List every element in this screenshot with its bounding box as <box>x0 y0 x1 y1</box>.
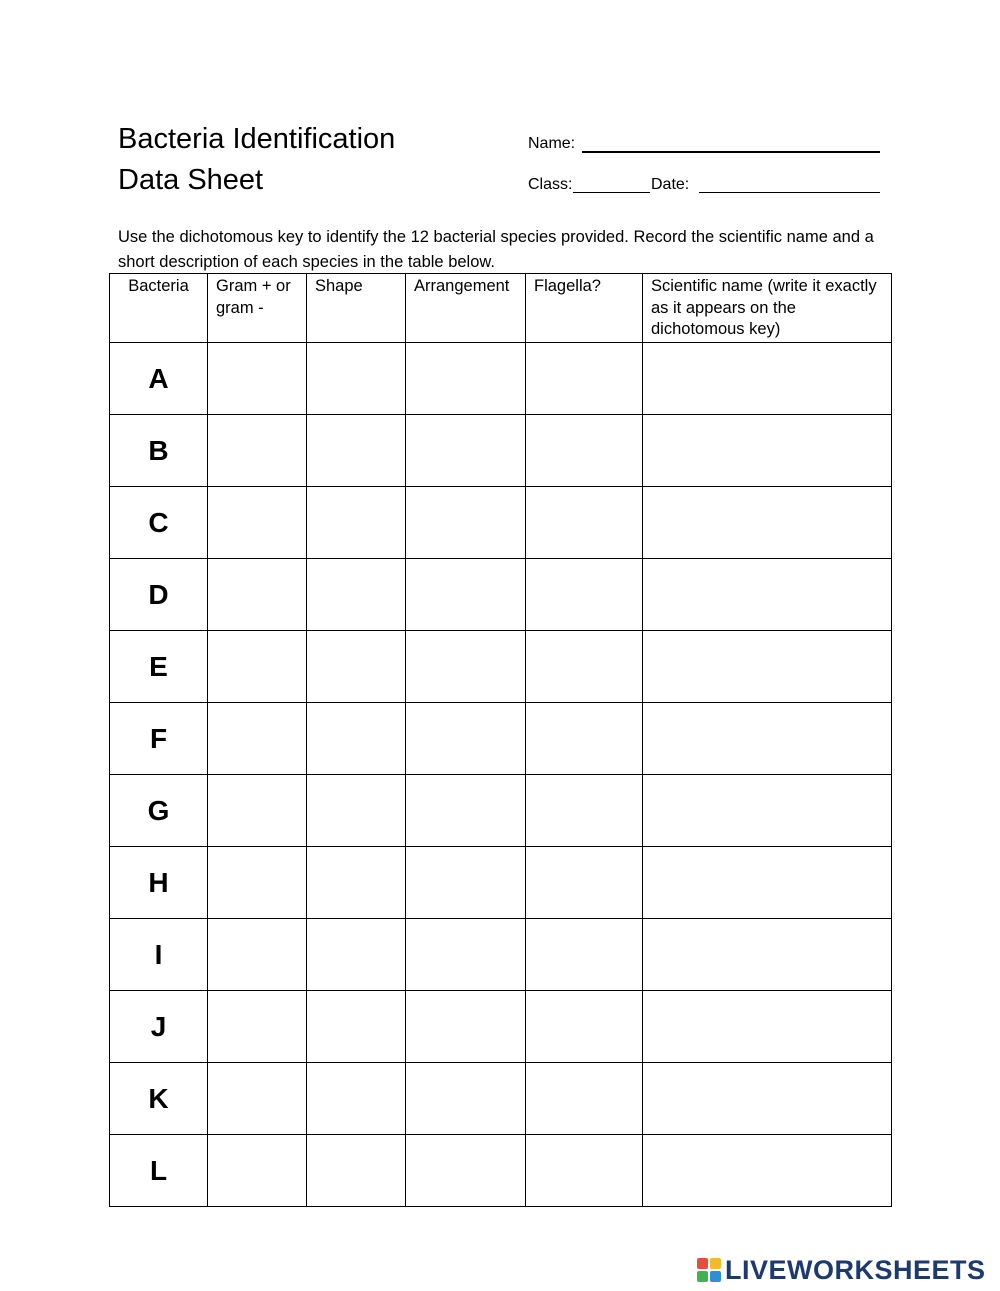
column-header-gram: Gram + or gram - <box>208 274 307 343</box>
column-header-shape: Shape <box>307 274 406 343</box>
gram-cell[interactable] <box>208 775 307 847</box>
gram-cell[interactable] <box>208 343 307 415</box>
flagella-cell[interactable] <box>526 1135 643 1207</box>
table-row <box>110 343 892 415</box>
logo-text: LIVEWORKSHEETS <box>725 1254 986 1285</box>
table-row <box>110 703 892 775</box>
scientific-name-cell[interactable] <box>643 415 892 487</box>
logo-square <box>710 1271 721 1282</box>
gram-cell[interactable] <box>208 1063 307 1135</box>
liveworksheets-logo <box>697 1255 986 1285</box>
scientific-name-cell[interactable] <box>643 1063 892 1135</box>
table-row <box>110 1135 892 1207</box>
gram-cell[interactable] <box>208 703 307 775</box>
flagella-cell[interactable] <box>526 919 643 991</box>
shape-cell[interactable] <box>307 559 406 631</box>
title-line-2: Data Sheet <box>118 164 264 196</box>
column-header-scientific-name: Scientific name (write it exactly as it appears on the dichotomous key) <box>643 274 892 343</box>
class-label: Class: <box>528 176 573 193</box>
arrangement-cell[interactable] <box>406 919 526 991</box>
gram-cell[interactable] <box>208 487 307 559</box>
table-row <box>110 415 892 487</box>
gram-cell[interactable] <box>208 1135 307 1207</box>
column-header-arrangement: Arrangement <box>406 274 526 343</box>
bacteria-letter: L <box>110 1135 208 1207</box>
arrangement-cell[interactable] <box>406 775 526 847</box>
flagella-cell[interactable] <box>526 1063 643 1135</box>
scientific-name-cell[interactable] <box>643 919 892 991</box>
bacteria-letter: E <box>110 631 208 703</box>
flagella-cell[interactable] <box>526 343 643 415</box>
arrangement-cell[interactable] <box>406 415 526 487</box>
shape-cell[interactable] <box>307 703 406 775</box>
scientific-name-cell[interactable] <box>643 847 892 919</box>
bacteria-letter: G <box>110 775 208 847</box>
name-field[interactable] <box>582 151 880 153</box>
logo-square <box>697 1258 708 1269</box>
table-row <box>110 847 892 919</box>
name-label: Name: <box>528 135 576 152</box>
logo-square <box>710 1258 721 1269</box>
scientific-name-cell[interactable] <box>643 703 892 775</box>
flagella-cell[interactable] <box>526 559 643 631</box>
shape-cell[interactable] <box>307 919 406 991</box>
flagella-cell[interactable] <box>526 847 643 919</box>
title-line-1: Bacteria Identification <box>118 123 396 155</box>
gram-cell[interactable] <box>208 919 307 991</box>
shape-cell[interactable] <box>307 991 406 1063</box>
logo-mark-icon <box>697 1258 721 1282</box>
arrangement-cell[interactable] <box>406 343 526 415</box>
arrangement-cell[interactable] <box>406 847 526 919</box>
shape-cell[interactable] <box>307 847 406 919</box>
arrangement-cell[interactable] <box>406 487 526 559</box>
bacteria-letter: C <box>110 487 208 559</box>
table-body <box>110 343 892 1207</box>
shape-cell[interactable] <box>307 631 406 703</box>
bacteria-letter: K <box>110 1063 208 1135</box>
gram-cell[interactable] <box>208 559 307 631</box>
bacteria-data-table <box>109 273 892 1207</box>
arrangement-cell[interactable] <box>406 1063 526 1135</box>
gram-cell[interactable] <box>208 847 307 919</box>
gram-cell[interactable] <box>208 415 307 487</box>
shape-cell[interactable] <box>307 343 406 415</box>
date-label: Date: <box>651 176 690 193</box>
table-row <box>110 559 892 631</box>
arrangement-cell[interactable] <box>406 991 526 1063</box>
arrangement-cell[interactable] <box>406 1135 526 1207</box>
column-header-bacteria: Bacteria <box>110 274 208 343</box>
scientific-name-cell[interactable] <box>643 991 892 1063</box>
bacteria-letter: F <box>110 703 208 775</box>
table-row <box>110 631 892 703</box>
arrangement-cell[interactable] <box>406 703 526 775</box>
table-row <box>110 1063 892 1135</box>
scientific-name-cell[interactable] <box>643 775 892 847</box>
table-row <box>110 919 892 991</box>
flagella-cell[interactable] <box>526 775 643 847</box>
table-header-row <box>110 274 892 343</box>
class-field[interactable] <box>573 192 650 193</box>
scientific-name-cell[interactable] <box>643 487 892 559</box>
logo-square <box>697 1271 708 1282</box>
gram-cell[interactable] <box>208 631 307 703</box>
scientific-name-cell[interactable] <box>643 343 892 415</box>
shape-cell[interactable] <box>307 415 406 487</box>
bacteria-letter: B <box>110 415 208 487</box>
bacteria-letter: I <box>110 919 208 991</box>
flagella-cell[interactable] <box>526 631 643 703</box>
arrangement-cell[interactable] <box>406 631 526 703</box>
shape-cell[interactable] <box>307 775 406 847</box>
scientific-name-cell[interactable] <box>643 631 892 703</box>
shape-cell[interactable] <box>307 1063 406 1135</box>
shape-cell[interactable] <box>307 1135 406 1207</box>
bacteria-letter: D <box>110 559 208 631</box>
shape-cell[interactable] <box>307 487 406 559</box>
table-row <box>110 991 892 1063</box>
table-row <box>110 487 892 559</box>
scientific-name-cell[interactable] <box>643 559 892 631</box>
column-header-flagella: Flagella? <box>526 274 643 343</box>
flagella-cell[interactable] <box>526 703 643 775</box>
bacteria-letter: A <box>110 343 208 415</box>
table-row <box>110 775 892 847</box>
flagella-cell[interactable] <box>526 487 643 559</box>
bacteria-letter: H <box>110 847 208 919</box>
gram-cell[interactable] <box>208 991 307 1063</box>
arrangement-cell[interactable] <box>406 559 526 631</box>
bacteria-letter: J <box>110 991 208 1063</box>
instructions-text: Use the dichotomous key to identify the 12 bacterial species provided. Record the scientific name and a short description of each species in the table below. <box>118 228 874 271</box>
date-field[interactable] <box>699 192 880 193</box>
flagella-cell[interactable] <box>526 415 643 487</box>
scientific-name-cell[interactable] <box>643 1135 892 1207</box>
flagella-cell[interactable] <box>526 991 643 1063</box>
